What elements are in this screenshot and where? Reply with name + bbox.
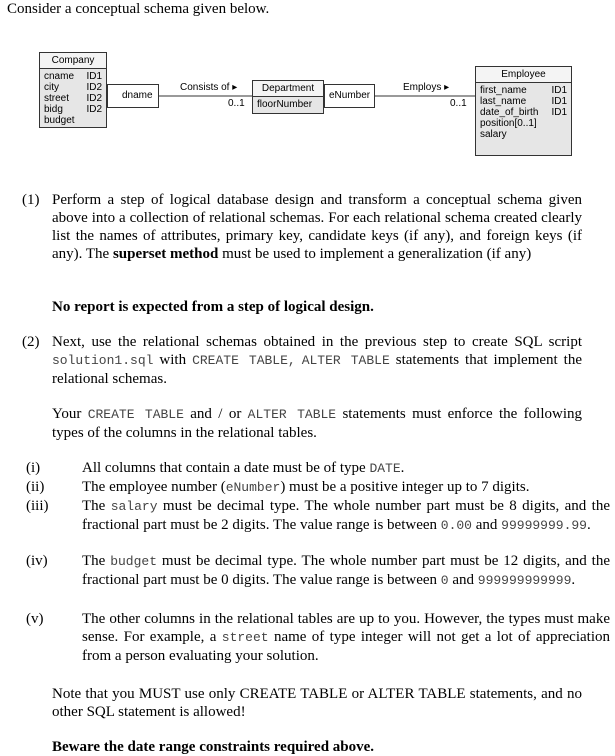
requirement-item: (v) The other columns in the relational tables are up to you. However, the types must make sense. For example, a street name of type integer will not get a lot of appreciation from a person evaluating your solution.	[26, 611, 610, 664]
requirement-item: (iii) The salary must be decimal type. The whole number part must be 8 digits, and the fractional part must be 2 digits. The value range is between 0.00 and 99999999.99.	[26, 498, 610, 533]
employee-attr-row: position[0..1]	[480, 118, 537, 129]
company-attr-row: cname ID1	[44, 71, 102, 82]
question-1	[22, 191, 582, 263]
enumber-qualifier: eNumber	[324, 84, 375, 108]
question-number: (1)	[22, 192, 40, 208]
beware-note: Beware the date range constraints required above.	[52, 739, 375, 755]
requirement-item: (ii) The employee number (eNumber) must be a positive integer up to 7 digits.	[26, 479, 530, 495]
employee-attr-row: salary	[480, 129, 507, 140]
employee-attr-row: last_name ID1	[480, 96, 567, 107]
employee-title: Employee	[476, 67, 571, 83]
question-2	[22, 333, 582, 388]
company-attr-row: bidg ID2	[44, 104, 102, 115]
department-class-box	[252, 80, 324, 114]
question-number: (2)	[22, 334, 40, 350]
schema-diagram	[38, 46, 578, 168]
employee-attr-row: date_of_birth ID1	[480, 107, 567, 118]
company-attr-row: street ID2	[44, 93, 102, 104]
employee-attr-row: first_name ID1	[480, 85, 567, 96]
consists-of-label: Consists of ▸	[180, 82, 238, 93]
requirement-item: (i) All columns that contain a date must be of type DATE.	[26, 460, 405, 476]
requirement-item: (iv) The budget must be decimal type. The whole number part must be 12 digits, and the fractional part must be 0 digits. The value range is between 0 and 999999999999.	[26, 553, 610, 588]
dname-qualifier: dname	[107, 84, 159, 108]
employs-label: Employs ▸	[403, 82, 450, 93]
intro-text: Consider a conceptual schema given below.	[7, 1, 270, 17]
company-title: Company	[40, 53, 106, 69]
question-2-text: Next, use the relational schemas obtained in the previous step to create SQL script solution1.sql with CREATE TABLE, ALTER TABLE statements that implement the relational schemas.	[52, 334, 582, 387]
q1-note: No report is expected from a step of logical design.	[52, 299, 374, 315]
q2-paragraph: Your CREATE TABLE and / or ALTER TABLE statements must enforce the following types of the columns in the relational tables.	[52, 406, 582, 441]
company-attr-row: budget	[44, 115, 75, 126]
employee-class-box	[475, 66, 572, 156]
sql-note: Note that you MUST use only CREATE TABLE or ALTER TABLE statements, and no other SQL statement is allowed!	[52, 686, 582, 720]
multiplicity-label: 0..1	[228, 98, 245, 109]
department-attr: floorNumber	[257, 99, 313, 110]
department-title: Department	[253, 81, 323, 97]
multiplicity-label: 0..1	[450, 98, 467, 109]
company-attr-row: city ID2	[44, 82, 102, 93]
question-1-text: Perform a step of logical database design and transform a conceptual schema given above into a collection of relational schemas. For each relational schema created clearly list the names of attributes, primary key, candidate keys (if any), and foreign keys (if any). The superset method must be used to implement a generalization (if any)	[52, 192, 582, 262]
